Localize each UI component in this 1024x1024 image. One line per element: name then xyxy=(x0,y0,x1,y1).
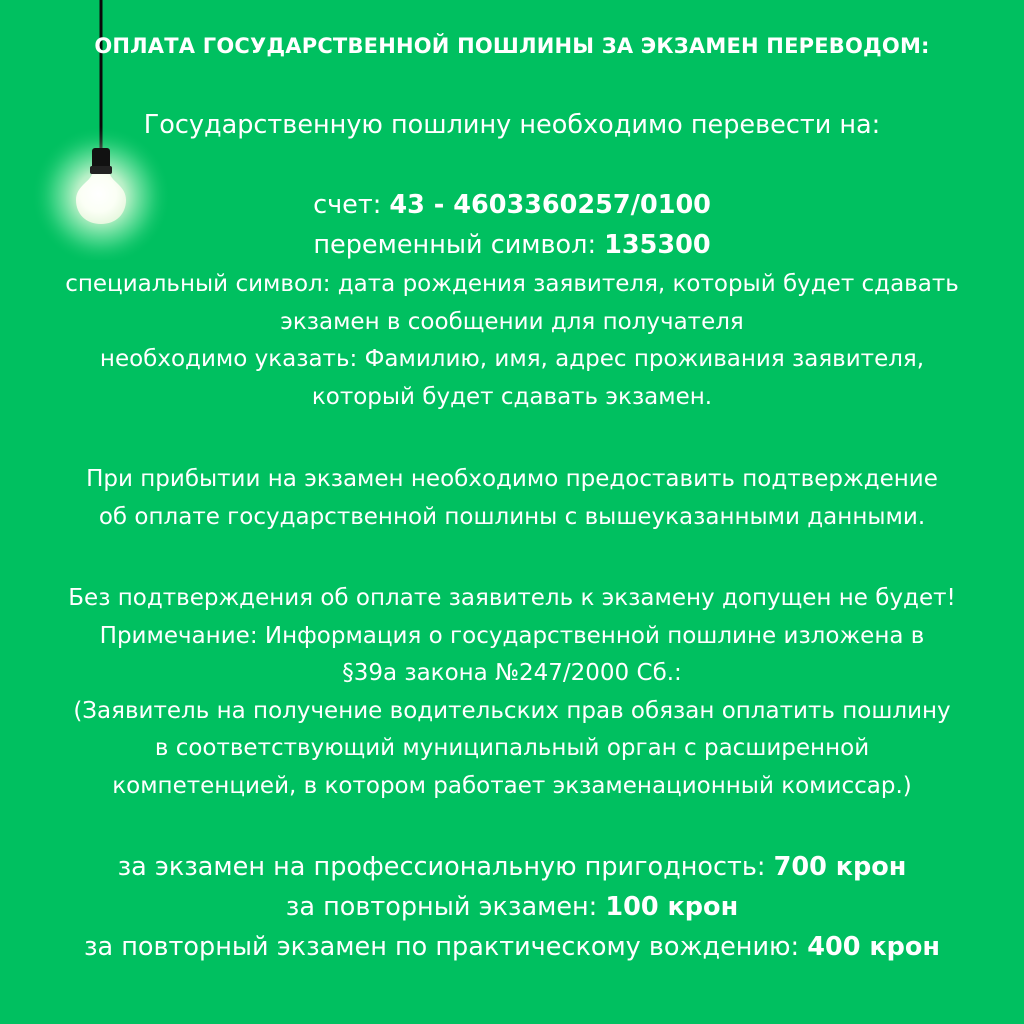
fee-label: за повторный экзамен: xyxy=(285,892,606,922)
text-line: Без подтверждения об оплате заявитель к экзамену допущен не будет! xyxy=(68,585,956,611)
text-line: который будет сдавать экзамен. xyxy=(311,383,713,410)
fee-amount: 700 крон xyxy=(773,852,907,882)
text-line: При прибытии на экзамен необходимо предоставить подтверждение xyxy=(86,466,938,492)
text-line: компетенцией, в котором работает экзаменационный комиссар.) xyxy=(112,772,912,799)
fee-item xyxy=(0,847,1024,887)
fee-label: за повторный экзамен по практическому вождению: xyxy=(83,932,808,962)
intro-text xyxy=(0,105,1024,145)
text-line: необходимо указать: Фамилию, имя, адрес проживания заявителя, xyxy=(99,346,925,372)
account-line xyxy=(0,185,1024,225)
fee-amount: 100 крон xyxy=(605,892,739,922)
text-line: в соответствующий муниципальный орган с расширенной xyxy=(154,735,870,761)
text-line: специальный символ: дата рождения заявителя, который будет сдавать xyxy=(65,271,959,297)
fee-item xyxy=(0,887,1024,927)
special-symbol-text xyxy=(0,266,1024,416)
arrival-text xyxy=(0,461,1024,536)
intro-line: Государственную пошлину необходимо перевести на: xyxy=(143,110,881,140)
fee-item xyxy=(0,927,1024,967)
text-line: экзамен в сообщении для получателя xyxy=(280,308,744,335)
fees-list xyxy=(0,847,1024,967)
payment-details xyxy=(0,185,1024,265)
text-line: об оплате государственной пошлины с вышеуказанными данными. xyxy=(98,503,926,530)
fee-label: за экзамен на профессиональную пригодность: xyxy=(117,852,774,882)
text-line: (Заявитель на получение водительских прав обязан оплатить пошлину xyxy=(73,697,951,724)
fee-amount: 400 крон xyxy=(807,932,941,962)
account-label: счет: xyxy=(313,190,390,220)
variable-symbol-label: переменный символ: xyxy=(313,230,605,260)
text-line: Примечание: Информация о государственной пошлине изложена в xyxy=(99,622,925,649)
warning-note-text xyxy=(0,580,1024,805)
account-number: 43 - 4603360257/0100 xyxy=(389,190,711,220)
variable-symbol-value: 135300 xyxy=(604,230,711,260)
text-line: §39а закона №247/2000 Сб.: xyxy=(342,660,682,686)
variable-symbol-line xyxy=(0,225,1024,265)
page-title: ОПЛАТА ГОСУДАРСТВЕННОЙ ПОШЛИНЫ ЗА ЭКЗАМЕН ПЕРЕВОДОМ: xyxy=(94,34,930,58)
